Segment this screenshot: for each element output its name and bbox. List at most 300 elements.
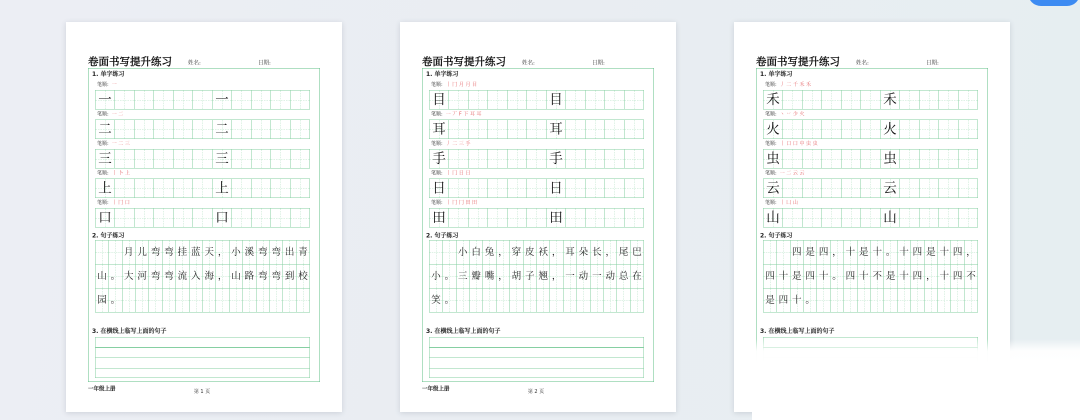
sentence-row [430, 241, 645, 265]
sentence-char: 瓣 [471, 270, 481, 282]
practice-char: 上 [98, 180, 112, 196]
char-cell [96, 150, 116, 169]
sentence-char: 巴 [632, 246, 642, 258]
practice-char: 三 [98, 151, 112, 167]
sentence-char-cell [844, 265, 857, 289]
grid-cell [291, 91, 311, 110]
sentence-char: 小 [458, 246, 468, 258]
practice-char: 火 [883, 121, 897, 137]
sentence-char: 挂 [177, 246, 188, 258]
grid-cell [291, 150, 311, 169]
sentence-char: 长 [592, 246, 602, 258]
sentence-char: 不 [966, 270, 976, 282]
grid-cell [783, 209, 803, 228]
grid-cell [590, 289, 603, 313]
grid-cell [959, 150, 979, 169]
char-cell [430, 150, 450, 169]
sentence-row [764, 289, 979, 313]
grid-row [764, 150, 979, 169]
sentence-char-cell [176, 241, 189, 265]
grid-cell [844, 289, 857, 313]
sentence-char-cell [911, 241, 924, 265]
sentence-char: 蓝 [191, 246, 201, 258]
sentence-row [96, 241, 311, 265]
grid-cell [135, 150, 155, 169]
sentence-char: 四 [805, 270, 815, 282]
sentence-char-cell [256, 265, 269, 289]
grid-cell [135, 91, 155, 110]
sentence-char: 出 [284, 246, 295, 258]
section-single-char-title: 1. 单字练习 [92, 70, 125, 78]
grid-cell [488, 91, 508, 110]
grid-cell [959, 209, 979, 228]
sentence-char-cell [965, 265, 978, 289]
grid-cell [469, 209, 489, 228]
grid-cell [586, 209, 606, 228]
char-practice-row [763, 149, 978, 169]
grid-cell [822, 120, 842, 139]
sentence-char: 山 [97, 270, 107, 282]
char-cell [96, 179, 116, 198]
char-cell [547, 209, 567, 228]
footer-grade: 一年级上册 [88, 385, 116, 392]
stroke-order-label [765, 82, 811, 88]
grid-cell [625, 150, 645, 169]
sentence-char: 是 [765, 294, 775, 306]
grid-cell [939, 120, 959, 139]
grid-cell [174, 209, 194, 228]
sentence-row [764, 265, 979, 289]
sentence-char-cell [483, 241, 496, 265]
practice-char: 手 [432, 151, 446, 167]
stroke-order-prefix: 笔顺: [765, 111, 777, 117]
grid-cell [483, 289, 496, 313]
grid-cell [270, 289, 283, 313]
grid-cell [135, 179, 155, 198]
grid-cell [783, 120, 803, 139]
grid-cell [586, 150, 606, 169]
sentence-char: 。 [444, 270, 455, 282]
grid-cell [884, 289, 897, 313]
sentence-char: 四 [952, 246, 963, 258]
char-practice-row [95, 208, 310, 228]
sentence-char-cell [189, 265, 202, 289]
name-label: 姓名: [856, 59, 869, 66]
grid-cell [449, 91, 469, 110]
practice-char: 田 [549, 210, 563, 226]
grid-row [430, 150, 645, 169]
grid-cell [193, 120, 213, 139]
practice-char: 云 [766, 180, 780, 196]
stroke-order-prefix: 笔顺: [97, 200, 109, 206]
stroke-order-sequence: 丿 二 千 禾 禾 [779, 82, 812, 88]
stroke-order-label [97, 141, 130, 147]
worksheet-title: 卷面书写提升练习 [756, 55, 840, 68]
top-right-action-button[interactable] [1028, 0, 1080, 6]
grid-cell [136, 289, 149, 313]
grid-cell [456, 289, 469, 313]
grid-cell [783, 179, 803, 198]
stroke-order-label [431, 112, 482, 118]
grid-row [764, 91, 979, 110]
sentence-char-cell [283, 265, 296, 289]
sentence-char: 弯 [258, 270, 268, 282]
practice-char: 二 [98, 121, 112, 137]
grid-cell [566, 209, 586, 228]
sentence-char: 山 [231, 270, 241, 282]
grid-cell [938, 289, 951, 313]
grid-cell [135, 209, 155, 228]
sentence-char: 。 [832, 270, 842, 282]
sentence-char: 到 [284, 270, 295, 282]
sentence-char: 十 [792, 294, 802, 306]
char-cell [881, 91, 901, 110]
grid-cell [154, 150, 174, 169]
sentence-char-cell [230, 265, 243, 289]
sentence-char-cell [430, 265, 443, 289]
grid-cell [959, 91, 979, 110]
sentence-char: 四 [952, 270, 963, 282]
sentence-char-cell [443, 265, 456, 289]
sentence-char: 流 [177, 270, 188, 282]
sentence-char-cell [497, 241, 510, 265]
grid-cell [193, 179, 213, 198]
char-cell [213, 150, 233, 169]
sentence-char: 袄 [538, 246, 548, 258]
sentence-char: 四 [912, 246, 923, 258]
sentence-char-cell [109, 265, 122, 289]
grid-cell [566, 150, 586, 169]
grid-cell [831, 289, 844, 313]
sentence-char: 溪 [244, 246, 255, 258]
stroke-order-sequence: 丨 卜 上 [111, 170, 130, 176]
practice-char: 云 [883, 180, 897, 196]
grid-cell [605, 179, 625, 198]
char-cell [547, 120, 567, 139]
sentence-char-cell [523, 241, 536, 265]
grid-cell [508, 120, 528, 139]
bottom-right-fade-overlay [752, 339, 1080, 420]
sentence-char: 海 [204, 270, 214, 282]
grid-cell [291, 179, 311, 198]
char-cell [430, 209, 450, 228]
sentence-char-cell [790, 289, 803, 313]
sentence-char-cell [443, 289, 456, 313]
date-label: 日期: [926, 59, 939, 66]
grid-cell [920, 179, 940, 198]
grid-cell [861, 120, 881, 139]
sentence-char-cell [297, 265, 310, 289]
grid-cell [605, 150, 625, 169]
sentence-char-cell [163, 241, 176, 265]
sentence-char-cell [577, 241, 590, 265]
grid-cell [109, 241, 122, 265]
sentence-char-cell [510, 241, 523, 265]
sentence-char: 四 [792, 246, 802, 258]
sentence-char-cell [577, 265, 590, 289]
practice-char: 目 [432, 92, 446, 108]
sentence-char-cell [550, 265, 563, 289]
grid-cell [115, 150, 135, 169]
grid-cell [232, 179, 252, 198]
grid-cell [232, 150, 252, 169]
sentence-char: 弯 [150, 246, 161, 258]
grid-cell [232, 209, 252, 228]
sentence-char-cell [790, 265, 803, 289]
char-cell [96, 120, 116, 139]
char-practice-row [95, 120, 310, 140]
stroke-order-label [765, 171, 804, 177]
stroke-order-sequence: 丨 口 口 中 虫 虫 [779, 141, 818, 147]
sentence-row [764, 241, 979, 265]
sentence-char-cell [523, 265, 536, 289]
stroke-order-label [97, 200, 130, 206]
sentence-char-cell [109, 289, 122, 313]
sentence-char-cell [270, 265, 283, 289]
stroke-order-prefix: 笔顺: [431, 111, 443, 117]
practice-char: 三 [215, 151, 229, 167]
grid-cell [523, 289, 536, 313]
char-practice-row [95, 149, 310, 169]
stroke-order-prefix: 笔顺: [431, 170, 443, 176]
sentence-char: 四 [778, 294, 789, 306]
sentence-char: 小 [231, 246, 241, 258]
stroke-order-sequence: 一 二 [111, 111, 124, 117]
practice-char: 耳 [432, 121, 446, 137]
grid-cell [115, 179, 135, 198]
sentence-char: 是 [859, 246, 869, 258]
grid-cell [822, 91, 842, 110]
sentence-char: 耳 [565, 246, 575, 258]
stroke-order-label [431, 141, 470, 147]
grid-cell [861, 150, 881, 169]
grid-cell [822, 150, 842, 169]
name-label: 姓名: [522, 59, 535, 66]
grid-cell [443, 241, 456, 265]
grid-cell [203, 289, 216, 313]
worksheet-page-content [66, 22, 342, 412]
sentence-char: 总 [618, 270, 629, 282]
grid-cell [230, 289, 243, 313]
grid-cell [803, 150, 823, 169]
name-label: 姓名: [188, 59, 201, 66]
sentence-char: 弯 [271, 246, 281, 258]
grid-cell [174, 150, 194, 169]
sentence-char: ， [605, 246, 615, 258]
stroke-order-sequence: 一 二 云 云 [779, 170, 805, 176]
grid-cell [803, 179, 823, 198]
sentence-char-cell [456, 265, 469, 289]
sentence-char: 天 [204, 246, 214, 258]
copy-writing-lines [429, 337, 644, 378]
practice-char: 耳 [549, 121, 563, 137]
grid-cell [508, 91, 528, 110]
practice-char: 火 [766, 121, 780, 137]
sentence-char-cell [617, 241, 630, 265]
grid-cell [232, 120, 252, 139]
grid-cell [174, 179, 194, 198]
grid-cell [604, 289, 617, 313]
sentence-char-cell [924, 241, 937, 265]
sentence-char-cell [216, 265, 229, 289]
sentence-char: 穿 [511, 246, 522, 258]
section-sentence-title: 2. 句子练习 [426, 232, 459, 239]
sentence-char: 是 [926, 246, 936, 258]
stroke-order-prefix: 笔顺: [765, 141, 777, 147]
practice-char: 日 [432, 180, 446, 196]
sentence-char-cell [163, 265, 176, 289]
grid-row [430, 91, 645, 110]
char-practice-row [763, 120, 978, 140]
stroke-order-prefix: 笔顺: [97, 111, 109, 117]
grid-cell [115, 91, 135, 110]
grid-cell [449, 209, 469, 228]
grid-cell [488, 209, 508, 228]
grid-cell [939, 150, 959, 169]
grid-cell [605, 91, 625, 110]
practice-char: 口 [98, 210, 112, 226]
char-practice-row [763, 179, 978, 199]
grid-cell [291, 120, 311, 139]
sentence-char: 在 [632, 270, 642, 282]
char-practice-row [429, 149, 644, 169]
sentence-char-cell [270, 241, 283, 265]
grid-cell [216, 289, 229, 313]
grid-cell [605, 120, 625, 139]
char-cell [430, 91, 450, 110]
char-cell [213, 120, 233, 139]
grid-cell [842, 120, 862, 139]
grid-cell [959, 179, 979, 198]
char-cell [547, 91, 567, 110]
grid-cell [625, 209, 645, 228]
sentence-char: 校 [298, 270, 308, 282]
grid-cell [566, 179, 586, 198]
stroke-order-prefix: 笔顺: [431, 141, 443, 147]
grid-cell [271, 91, 291, 110]
stroke-order-sequence: 丨 冂 冂 田 田 [445, 200, 478, 206]
sentence-char-cell [911, 265, 924, 289]
stroke-order-prefix: 笔顺: [97, 82, 109, 88]
grid-cell [176, 289, 189, 313]
char-practice-row [429, 179, 644, 199]
stroke-order-label [431, 82, 477, 88]
sentence-char-cell [203, 241, 216, 265]
sentence-row [430, 265, 645, 289]
grid-cell [122, 289, 135, 313]
grid-cell [617, 289, 630, 313]
sentence-char: 河 [137, 270, 147, 282]
grid-cell [959, 120, 979, 139]
sentence-char: 子 [525, 270, 535, 282]
grid-cell [154, 91, 174, 110]
sentence-char-cell [884, 265, 897, 289]
sentence-char: 小 [431, 270, 441, 282]
worksheet-page-1 [66, 22, 342, 412]
grid-cell [586, 120, 606, 139]
practice-char: 田 [432, 210, 446, 226]
sentence-char: 入 [191, 270, 201, 282]
sentence-char: 四 [818, 246, 829, 258]
grid-cell [297, 289, 310, 313]
sentence-char-cell [764, 289, 777, 313]
stroke-order-sequence: 丨 凵 山 [779, 200, 798, 206]
grid-cell [939, 209, 959, 228]
grid-cell [527, 150, 547, 169]
char-cell [764, 91, 784, 110]
sentence-char: 嘴 [484, 270, 495, 282]
grid-cell [920, 150, 940, 169]
grid-cell [488, 120, 508, 139]
sentence-char: 尾 [618, 246, 629, 258]
grid-cell [783, 150, 803, 169]
sentence-char: 十 [939, 270, 949, 282]
sentence-practice-grid [429, 240, 644, 313]
sentence-char-cell [564, 241, 577, 265]
grid-cell [920, 120, 940, 139]
char-cell [547, 150, 567, 169]
practice-char: 山 [766, 210, 780, 226]
grid-cell [566, 120, 586, 139]
sentence-char-cell [189, 241, 202, 265]
sentence-char-cell [550, 241, 563, 265]
sentence-char-cell [203, 265, 216, 289]
grid-cell [537, 289, 550, 313]
sentence-char-cell [176, 265, 189, 289]
sentence-practice-grid [95, 240, 310, 313]
grid-cell [154, 179, 174, 198]
sentence-char: 翘 [538, 270, 548, 282]
grid-cell [430, 241, 443, 265]
stroke-order-sequence: 丶 丷 少 火 [779, 111, 805, 117]
grid-cell [115, 209, 135, 228]
grid-cell [154, 209, 174, 228]
sentence-char-cell [430, 289, 443, 313]
grid-cell [256, 289, 269, 313]
char-cell [764, 150, 784, 169]
sentence-char: 白 [471, 246, 481, 258]
practice-char: 口 [215, 210, 229, 226]
sentence-char-cell [777, 289, 790, 313]
sentence-char-cell [951, 241, 964, 265]
grid-row [764, 179, 979, 198]
stroke-order-sequence: 丨 冂 日 日 [445, 170, 471, 176]
grid-cell [965, 289, 978, 313]
grid-cell [857, 289, 870, 313]
sentence-row [96, 289, 311, 313]
sentence-char-cell [898, 265, 911, 289]
grid-cell [508, 209, 528, 228]
char-cell [213, 209, 233, 228]
stroke-order-prefix: 笔顺: [765, 200, 777, 206]
sentence-char-cell [804, 289, 817, 313]
grid-cell [488, 179, 508, 198]
sentence-char: 三 [458, 270, 468, 282]
sentence-char-cell [604, 241, 617, 265]
sentence-char-cell [831, 241, 844, 265]
char-practice-row [95, 90, 310, 110]
grid-cell [566, 91, 586, 110]
char-cell [96, 91, 116, 110]
sentence-char-cell [844, 241, 857, 265]
grid-cell [527, 209, 547, 228]
sentence-row [96, 265, 311, 289]
grid-cell [252, 120, 272, 139]
practice-char: 手 [549, 151, 563, 167]
sentence-char: 四 [765, 270, 775, 282]
grid-cell [777, 241, 790, 265]
sentence-char: 一 [592, 270, 602, 282]
